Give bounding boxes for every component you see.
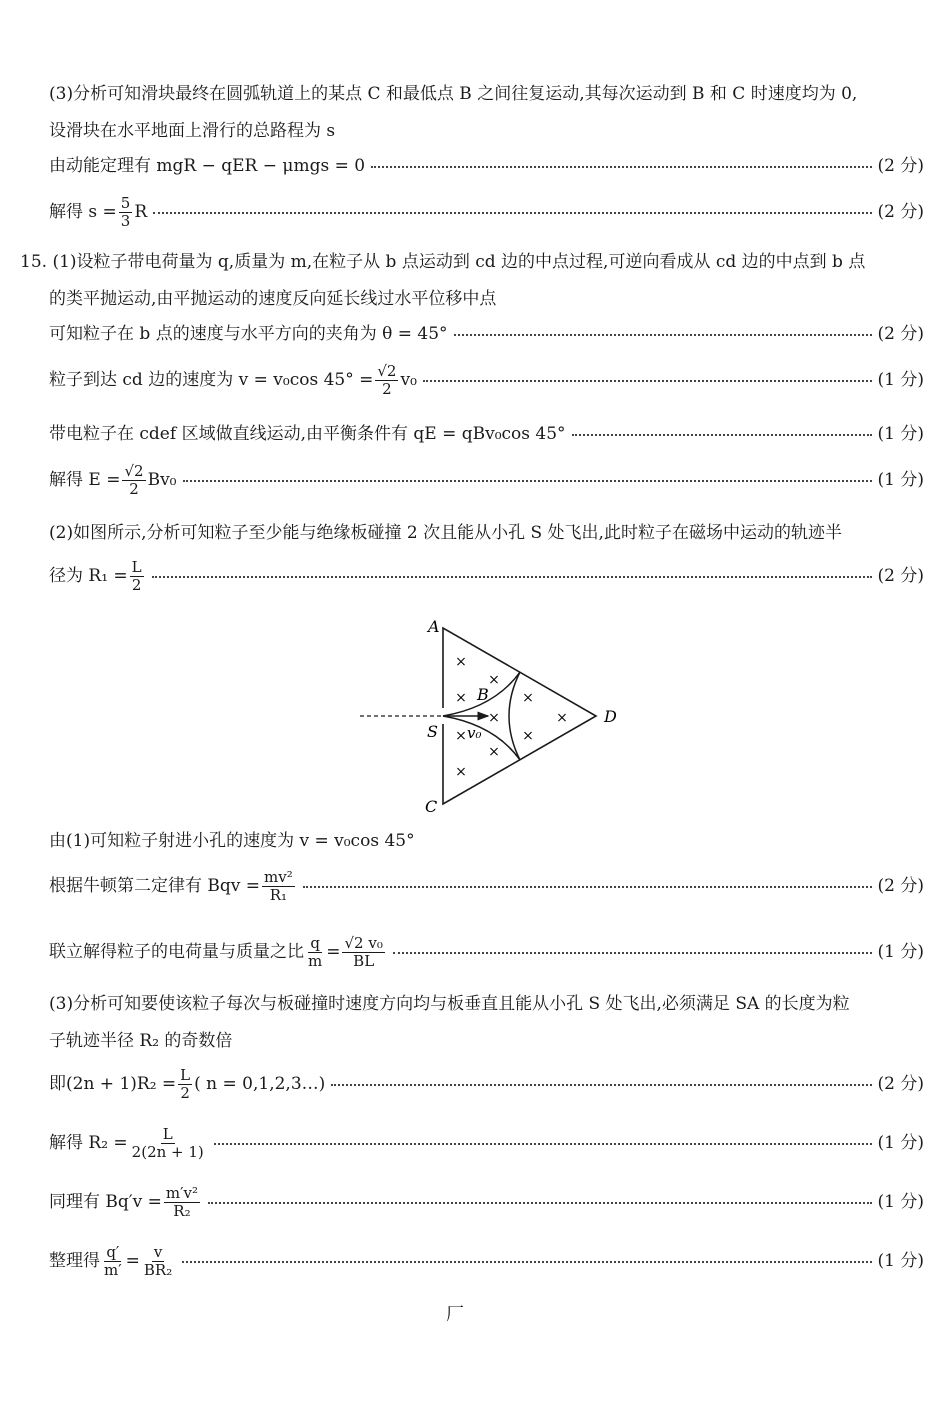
leader-dots (454, 334, 872, 336)
equation-text: 解得 s = (49, 202, 117, 222)
score-label: (2 分) (877, 876, 924, 896)
equation-line (49, 1127, 924, 1160)
equation-line (49, 870, 924, 903)
leader-dots (152, 576, 872, 578)
equation-line (49, 196, 924, 229)
score-label: (2 分) (877, 156, 924, 176)
score-label: (1 分) (877, 942, 924, 962)
leader-dots (423, 380, 872, 382)
leader-dots (208, 1202, 872, 1204)
equation-text: = (125, 1251, 140, 1271)
equation-text: = (326, 942, 341, 962)
equation-text: 同理有 Bq′v = (49, 1192, 162, 1212)
score-label: (1 分) (877, 1133, 924, 1153)
fraction: $\frac{q}{m}$ (308, 934, 323, 970)
leader-dots (183, 480, 872, 482)
equation-text: Bv₀ (147, 470, 177, 490)
label-a: A (428, 617, 440, 636)
leader-dots (393, 952, 872, 954)
field-cross: × (556, 710, 568, 726)
text-line: 的类平抛运动,由平抛运动的速度反向延长线过水平位移中点 (49, 289, 497, 309)
leader-dots (331, 1084, 871, 1086)
fraction: $\frac{√2}{2}$ (124, 462, 144, 498)
field-cross: × (455, 728, 467, 744)
trajectory-right (509, 672, 520, 760)
field-cross: × (522, 690, 534, 706)
leader-dots (153, 212, 871, 214)
equation-text: 径为 R₁ = (49, 566, 128, 586)
equation-line (49, 464, 924, 497)
fraction: $\frac{v}{\text{BR₂}}$ (143, 1243, 173, 1279)
label-c: C (425, 797, 438, 816)
equation-text: 解得 R₂ = (49, 1133, 128, 1153)
equation-text: 根据牛顿第二定律有 Bqv = (49, 876, 261, 896)
label-d: D (604, 707, 617, 726)
text-line: (3)分析可知滑块最终在圆弧轨道上的某点 C 和最低点 B 之间往复运动,其每次运动到 B 和 C 时速度均为 0, (49, 84, 858, 104)
score-label: (1 分) (877, 1251, 924, 1271)
equation-text: ( n = 0,1,2,3…) (194, 1074, 326, 1094)
equation-line (49, 1245, 924, 1278)
score-label: (2 分) (877, 324, 924, 344)
leader-dots (572, 434, 872, 436)
fraction: $\frac{L}{2}$ (180, 1066, 191, 1102)
equation-line (49, 1068, 924, 1101)
label-v0: v₀ (467, 724, 482, 742)
field-cross: × (488, 744, 500, 760)
equation-text: 解得 E = (49, 470, 121, 490)
fraction: $\frac{\text{√2 v₀}}{BL}$ (344, 934, 383, 970)
score-label: (1 分) (877, 370, 924, 390)
leader-dots (182, 1261, 871, 1263)
equation-line (49, 1186, 924, 1219)
equation-text: 带电粒子在 cdef 区域做直线运动,由平衡条件有 qE = qBv₀cos 45° (49, 424, 566, 444)
label-b: B (477, 685, 489, 704)
fraction: $\frac{√2}{2}$ (377, 362, 397, 398)
equation-text: 联立解得粒子的电荷量与质量之比 (49, 942, 304, 962)
score-label: (1 分) (877, 1192, 924, 1212)
leader-dots (214, 1143, 872, 1145)
equation-line (49, 158, 924, 175)
score-label: (1 分) (877, 424, 924, 444)
score-label: (2 分) (877, 202, 924, 222)
fraction: $\frac{L}{2}$ (131, 558, 142, 594)
page-mark: 厂 (446, 1304, 464, 1325)
text-line: (2)如图所示,分析可知粒子至少能与绝缘板碰撞 2 次且能从小孔 S 处飞出,此时粒子在磁场中运动的轨迹半 (49, 523, 842, 543)
text-line: (3)分析可知要使该粒子每次与板碰撞时速度方向均与板垂直且能从小孔 S 处飞出,必须满足 SA 的长度为粒 (49, 994, 850, 1014)
score-label: (1 分) (877, 470, 924, 490)
equation-text: 由动能定理有 mgR − qER − μmgs = 0 (49, 156, 366, 176)
field-cross: × (455, 764, 467, 780)
equation-text: 可知粒子在 b 点的速度与水平方向的夹角为 θ = 45° (49, 324, 448, 344)
fraction: $\frac{q'}{m'}$ (104, 1243, 122, 1279)
field-cross: × (455, 690, 467, 706)
leader-dots (371, 166, 871, 168)
label-s: S (427, 722, 438, 741)
triangle-field-diagram (340, 610, 640, 820)
equation-text: v₀ (400, 370, 417, 390)
fraction: $\frac{\text{m′v²}}{\text{R₂}}$ (165, 1184, 199, 1220)
equation-text: 粒子到达 cd 边的速度为 v = v₀cos 45° = (49, 370, 374, 390)
fraction: $\frac{\text{mv²}}{\text{R₁}}$ (264, 868, 293, 904)
text-line: 子轨迹半径 R₂ 的奇数倍 (49, 1031, 233, 1051)
equation-line (49, 326, 924, 343)
field-cross: × (488, 672, 500, 688)
equation-text: 即(2n + 1)R₂ = (49, 1074, 177, 1094)
field-cross: × (455, 654, 467, 670)
text-line: 设滑块在水平地面上滑行的总路程为 s (49, 121, 336, 141)
equation-line (49, 560, 924, 593)
equation-text: 整理得 (49, 1251, 100, 1271)
fraction: $\frac{5}{3}$ (120, 194, 131, 230)
equation-line (49, 426, 924, 443)
field-cross: × (522, 728, 534, 744)
leader-dots (303, 886, 872, 888)
equation-text: R (134, 202, 148, 222)
equation-line (49, 364, 924, 397)
fraction: $\frac{L}{2(2n + 1)}$ (131, 1125, 204, 1161)
question-heading: 15. (1)设粒子带电荷量为 q,质量为 m,在粒子从 b 点运动到 cd 边的中点过程,可逆向看成从 cd 边的中点到 b 点 (20, 252, 866, 272)
equation-line (49, 936, 924, 969)
score-label: (2 分) (877, 1074, 924, 1094)
field-cross: × (488, 710, 500, 726)
score-label: (2 分) (877, 566, 924, 586)
text-line: 由(1)可知粒子射进小孔的速度为 v = v₀cos 45° (49, 831, 415, 851)
